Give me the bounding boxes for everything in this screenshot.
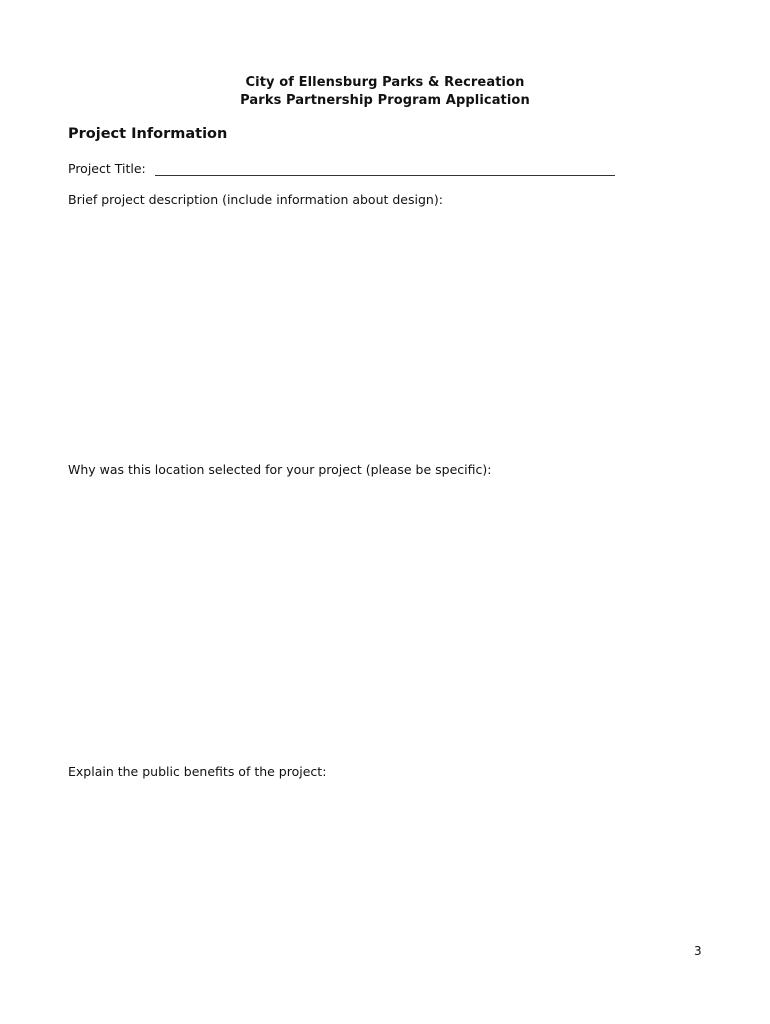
page-number: 3 [694,944,702,958]
location-prompt: Why was this location selected for your project (please be specific): [68,462,492,477]
document-heading-form-name: Parks Partnership Program Application [240,93,530,108]
description-answer-area[interactable] [68,212,703,452]
benefits-answer-area[interactable] [68,784,703,934]
document-heading-organization: City of Ellensburg Parks & Recreation [245,75,525,90]
benefits-prompt: Explain the public benefits of the project: [68,764,327,779]
location-answer-area[interactable] [68,482,703,752]
project-title-label: Project Title: [68,161,146,176]
description-prompt: Brief project description (include information about design): [68,192,443,207]
section-title: Project Information [68,126,228,142]
project-title-field[interactable] [155,175,615,176]
